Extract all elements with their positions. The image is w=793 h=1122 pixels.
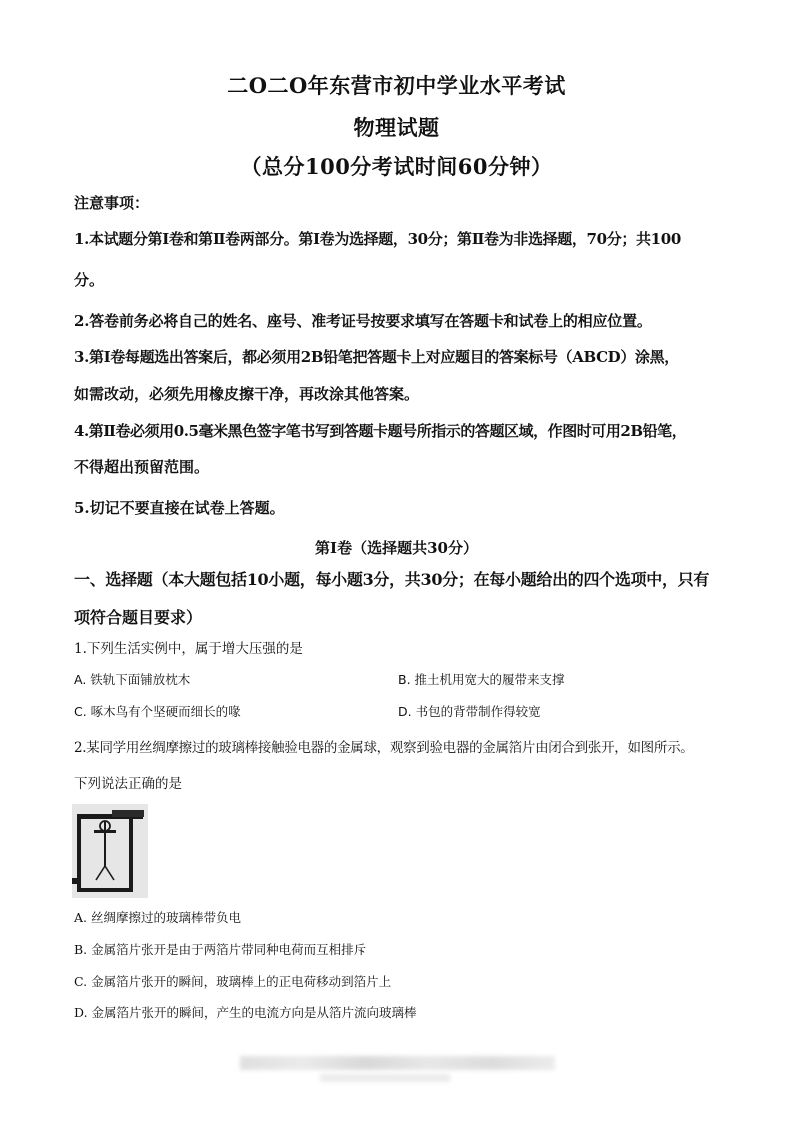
footer-watermark-2: [320, 1074, 450, 1082]
question-1-stem: 1.下列生活实例中，属于增大压强的是: [74, 641, 303, 657]
question-2-stem-cont: 下列说法正确的是: [74, 776, 182, 792]
question-1-option-a: A. 铁轨下面铺放枕木: [74, 672, 191, 687]
note-item-4-cont: 不得超出预留范围。: [74, 458, 210, 476]
question-2-option-b: B. 金属箔片张开是由于两箔片带同种电荷而互相排斥: [74, 942, 367, 957]
question-2-option-d: D. 金属箔片张开的瞬间，产生的电流方向是从箔片流向玻璃棒: [74, 1005, 417, 1020]
note-item-1: 1.本试题分第Ⅰ卷和第Ⅱ卷两部分。第Ⅰ卷为选择题，30分；第Ⅱ卷为非选择题，70分；共100: [74, 230, 681, 248]
question-2-stem: 2.某同学用丝绸摩擦过的玻璃棒接触验电器的金属球，观察到验电器的金属箔片由闭合到张开，如图所示。: [74, 740, 694, 756]
note-item-3: 3.第Ⅰ卷每题选出答案后，都必须用2B铅笔把答题卡上对应题目的答案标号（ABCD）涂黑，: [74, 348, 679, 366]
exam-info: （总分100分考试时间60分钟）: [240, 154, 553, 179]
section-heading: 第Ⅰ卷（选择题共30分）: [315, 539, 478, 557]
question-1-option-c: C. 啄木鸟有个坚硬而细长的喙: [74, 704, 241, 719]
notes-heading: 注意事项：: [74, 194, 150, 212]
note-item-4: 4.第Ⅱ卷必须用0.5毫米黑色签字笔书写到答题卡题号所指示的答题区域，作图时可用2B铅笔，: [74, 422, 687, 440]
note-item-2: 2.答卷前务必将自己的姓名、座号、准考证号按要求填写在答题卡和试卷上的相应位置。: [74, 312, 652, 330]
question-1-option-d: D. 书包的背带制作得较宽: [398, 704, 541, 719]
electroscope-figure: [72, 804, 148, 898]
subject-title: 物理试题: [353, 115, 440, 140]
question-2-option-a: A. 丝绸摩擦过的玻璃棒带负电: [74, 910, 241, 925]
note-item-3-cont: 如需改动，必须先用橡皮擦干净，再改涂其他答案。: [74, 385, 420, 403]
question-2-option-c: C. 金属箔片张开的瞬间，玻璃棒上的正电荷移动到箔片上: [74, 974, 392, 989]
note-item-1-cont: 分。: [74, 271, 105, 289]
question-1-option-b: B. 推土机用宽大的履带来支撑: [398, 672, 565, 687]
note-item-5: 5.切记不要直接在试卷上答题。: [74, 499, 285, 517]
part-instructions-cont: 项符合题目要求）: [74, 608, 203, 627]
part-instructions: 一、选择题（本大题包括10小题，每小题3分，共30分；在每小题给出的四个选项中，只有: [74, 570, 710, 589]
exam-title: 二O二O年东营市初中学业水平考试: [227, 73, 566, 98]
footer-watermark: [240, 1056, 555, 1070]
